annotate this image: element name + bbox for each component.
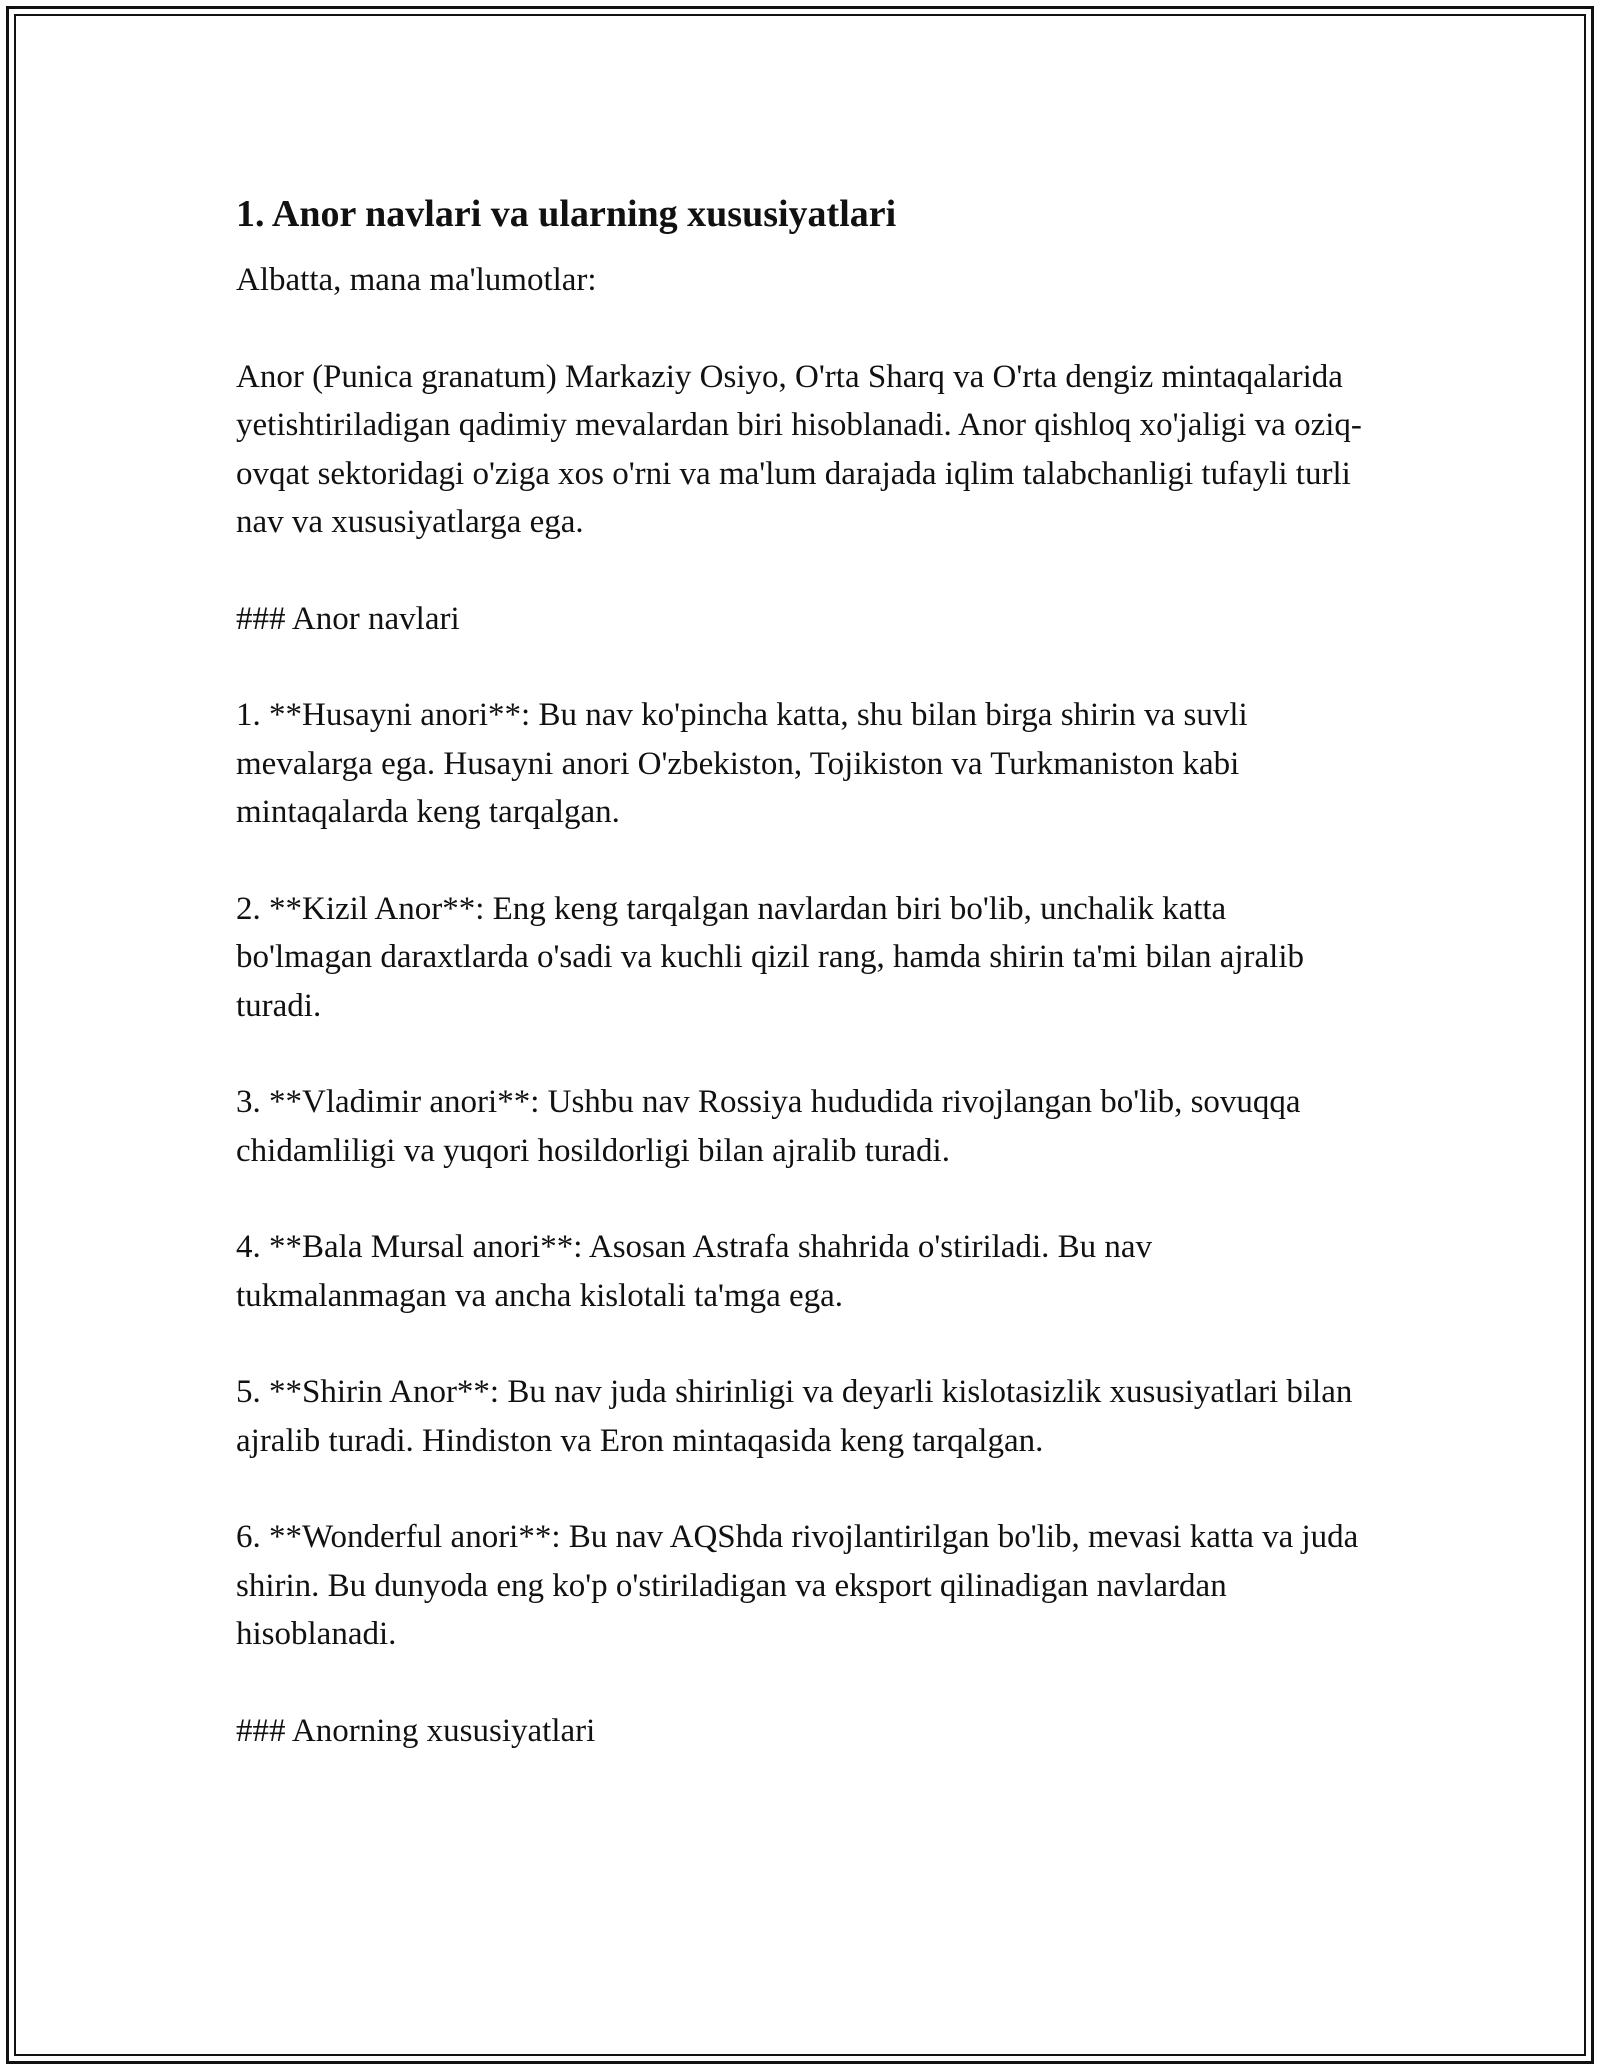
variety-item-3: 3. **Vladimir anori**: Ushbu nav Rossiya hududida rivojlangan bo'lib, sovuqqa chidamliligi va yuqori hosildorligi bilan ajralib turadi.	[236, 1084, 1301, 1169]
variety-item-1: 1. **Husayni anori**: Bu nav ko'pincha katta, shu bilan birga shirin va suvli mevalarga ega. Husayni anori O'zbekiston, Tojikiston va Turkmaniston kabi mintaqalarda keng tarqalgan.	[236, 697, 1248, 830]
section-heading-varieties: ### Anor navlari	[236, 600, 460, 637]
variety-item-5: 5. **Shirin Anor**: Bu nav juda shirinligi va deyarli kislotasizlik xususiyatlari bilan ajralib turadi. Hindiston va Eron mintaqasida keng tarqalgan.	[236, 1374, 1353, 1459]
intro-paragraph: Anor (Punica granatum) Markaziy Osiyo, O'rta Sharq va O'rta dengiz mintaqalarida yetishtiriladigan qadimiy mevalardan biri hisoblanadi. Anor qishloq xo'jaligi va oziq-ovqat sektoridagi o'ziga xos o'rni va ma'lum darajada iqlim talabchanligi tufayli turli nav va xususiyatlarga ega.	[236, 358, 1362, 540]
document-body	[236, 188, 1366, 1803]
section-heading-properties: ### Anorning xususiyatlari	[236, 1712, 596, 1749]
variety-item-6: 6. **Wonderful anori**: Bu nav AQShda rivojlantirilgan bo'lib, mevasi katta va juda shirin. Bu dunyoda eng ko'p o'stiriladigan va eksport qilinadigan navlardan hisoblanadi.	[236, 1519, 1359, 1652]
document-title: 1. Anor navlari va ularning xususiyatlari	[236, 193, 897, 235]
variety-item-4: 4. **Bala Mursal anori**: Asosan Astrafa shahrida o'stiriladi. Bu nav tukmalanmagan va ancha kislotali ta'mga ega.	[236, 1229, 1153, 1314]
variety-item-2: 2. **Kizil Anor**: Eng keng tarqalgan navlardan biri bo'lib, unchalik katta bo'lmagan daraxtlarda o'sadi va kuchli qizil rang, hamda shirin ta'mi bilan ajralib turadi.	[236, 890, 1305, 1024]
intro-line: Albatta, mana ma'lumotlar:	[236, 262, 597, 298]
